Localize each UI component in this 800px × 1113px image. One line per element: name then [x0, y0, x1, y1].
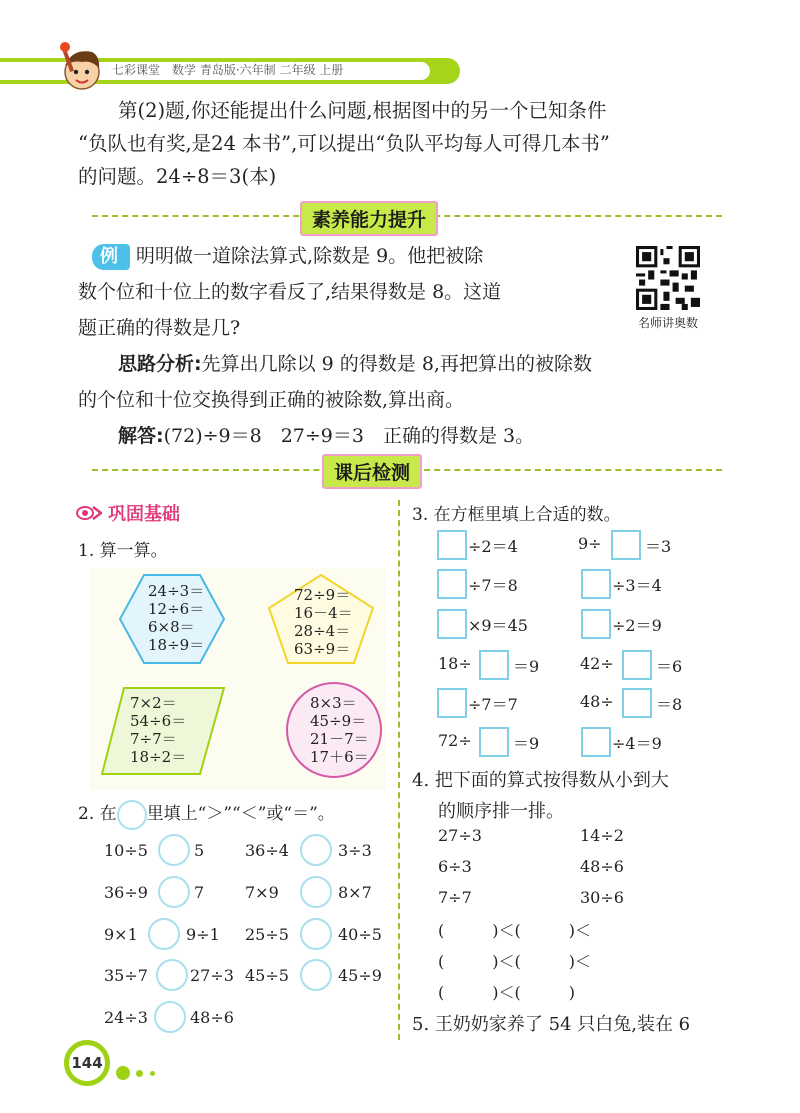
compare-right: 8×7 — [338, 883, 372, 902]
analysis-text: 先算出几除以 9 的得数是 8,再把算出的被除数 — [201, 353, 592, 375]
order-item: 48÷6 — [580, 857, 624, 876]
compare-left: 45÷5 — [245, 966, 289, 985]
question-2-title — [78, 799, 335, 830]
expr: 24÷3＝ — [148, 582, 205, 600]
example-cont — [78, 274, 638, 346]
analysis-label: 思路分析: — [118, 353, 202, 375]
fill-text: ＝3 — [645, 537, 672, 556]
fill-box-input[interactable] — [479, 650, 509, 680]
expr: 28÷4＝ — [294, 622, 351, 640]
order-blank-row[interactable]: ( )＜( )＜ — [438, 921, 591, 940]
question-3-title: 3. 在方框里填上合适的数。 — [412, 505, 621, 525]
expr: 18÷2＝ — [130, 748, 187, 766]
fill-text: ÷7＝7 — [468, 695, 518, 714]
fill-text: ÷3＝4 — [612, 576, 662, 595]
question-4-title-cont: 的顺序排一排。 — [438, 801, 564, 822]
expr: 12÷6＝ — [148, 600, 205, 618]
fill-box-input[interactable] — [581, 609, 611, 639]
compare-circle-input[interactable] — [156, 959, 188, 991]
eye-arrow-icon — [76, 504, 102, 522]
expr: 54÷6＝ — [130, 712, 187, 730]
section-title: 素养能力提升 — [300, 201, 438, 236]
compare-circle-input[interactable] — [158, 834, 190, 866]
compare-left: 7×9 — [245, 883, 279, 902]
mascot-icon — [52, 38, 110, 96]
expr: 18÷9＝ — [148, 636, 205, 654]
fill-box-input[interactable] — [622, 650, 652, 680]
fill-box-input[interactable] — [437, 569, 467, 599]
compare-right: 45÷9 — [338, 966, 382, 985]
fill-box-input[interactable] — [611, 530, 641, 560]
fill-text: ÷2＝9 — [612, 616, 662, 635]
pentagon-exprs — [294, 586, 353, 658]
compare-circle-input[interactable] — [300, 876, 332, 908]
compare-right: 3÷3 — [338, 841, 372, 860]
fill-text: 42÷ — [580, 654, 614, 673]
compare-right: 9÷1 — [186, 925, 220, 944]
fill-text: 9÷ — [578, 534, 602, 553]
fill-text: ＝9 — [513, 734, 540, 753]
fill-text: ＝6 — [656, 657, 683, 676]
expr: 7×2＝ — [130, 694, 177, 712]
expr: 63÷9＝ — [294, 640, 351, 658]
decor-dot — [150, 1071, 155, 1076]
compare-circle-input[interactable] — [300, 959, 332, 991]
expr: 16－4＝ — [294, 604, 353, 622]
fill-text: ＝9 — [513, 657, 540, 676]
compare-circle-input[interactable] — [300, 918, 332, 950]
decor-dot — [136, 1070, 143, 1077]
parallelogram-exprs — [130, 694, 186, 766]
fill-text: ÷2＝4 — [468, 537, 518, 556]
order-item: 30÷6 — [580, 888, 624, 907]
expr: 8×3＝ — [310, 694, 357, 712]
compare-left: 25÷5 — [245, 925, 289, 944]
analysis-text: 的个位和十位交换得到正确的被除数,算出商。 — [78, 389, 465, 411]
compare-right: 40÷5 — [338, 925, 382, 944]
hexagon-exprs — [148, 582, 204, 654]
answer-text: (72)÷9＝8 27÷9＝3 正确的得数是 3。 — [163, 425, 535, 447]
compare-right: 27÷3 — [190, 966, 234, 985]
order-item: 14÷2 — [580, 826, 624, 845]
example-text: 题正确的得数是几? — [78, 317, 241, 339]
compare-left: 9×1 — [104, 925, 138, 944]
compare-left: 24÷3 — [104, 1008, 148, 1027]
subsection-title: 巩固基础 — [108, 504, 180, 525]
compare-circle-input[interactable] — [300, 834, 332, 866]
compare-right: 5 — [194, 841, 205, 860]
compare-right: 48÷6 — [190, 1008, 234, 1027]
compare-right: 7 — [194, 883, 205, 902]
question-1-title: 1. 算一算。 — [78, 541, 168, 561]
analysis-block — [78, 346, 728, 454]
fill-text: ÷7＝8 — [468, 576, 518, 595]
expr: 72÷9＝ — [294, 586, 351, 604]
page-number: 144 — [64, 1040, 110, 1086]
intro-line: 第(2)题,你还能提出什么问题,根据图中的另一个已知条件 — [118, 99, 607, 122]
expr: 7÷7＝ — [130, 730, 177, 748]
order-item: 6÷3 — [438, 857, 472, 876]
fill-text: 72÷ — [438, 731, 472, 750]
fill-text: 48÷ — [580, 692, 614, 711]
header-title: 七彩课堂 数学 青岛版·六年制 二年级 上册 — [112, 63, 344, 77]
fill-box-input[interactable] — [581, 727, 611, 757]
circle-blank-example — [117, 800, 147, 830]
qr-caption: 名师讲奥数 — [637, 316, 698, 330]
expr: 6×8＝ — [148, 618, 195, 636]
expr: 45÷9＝ — [310, 712, 367, 730]
qr-code-icon — [636, 246, 700, 310]
compare-left: 36÷4 — [245, 841, 289, 860]
order-blank-row[interactable]: ( )＜( ) — [438, 983, 575, 1002]
intro-line: “负队也有奖,是24 本书”,可以提出“负队平均每人可得几本书” — [78, 132, 610, 155]
example-text: 明明做一道除法算式,除数是 9。他把被除 — [136, 245, 484, 267]
fill-text: ÷4＝9 — [612, 734, 662, 753]
fill-text: 18÷ — [438, 654, 472, 673]
decor-dot — [116, 1066, 130, 1080]
fill-box-input[interactable] — [581, 569, 611, 599]
fill-box-input[interactable] — [437, 609, 467, 639]
fill-box-input[interactable] — [479, 727, 509, 757]
example-block — [92, 238, 632, 274]
fill-text: ＝8 — [656, 695, 683, 714]
question-5-title: 5. 王奶奶家养了 54 只白兔,装在 6 — [412, 1014, 691, 1035]
intro-line: 的问题。24÷8＝3(本) — [78, 165, 277, 188]
expr: 21－7＝ — [310, 730, 369, 748]
compare-left: 10÷5 — [104, 841, 148, 860]
compare-circle-input[interactable] — [158, 876, 190, 908]
example-text: 数个位和十位上的数字看反了,结果得数是 8。这道 — [78, 281, 502, 303]
fill-box-input[interactable] — [437, 530, 467, 560]
column-divider — [398, 500, 400, 1040]
compare-left: 36÷9 — [104, 883, 148, 902]
q2-prefix: 2. 在 — [78, 804, 117, 824]
question-4-title: 4. 把下面的算式按得数从小到大 — [412, 770, 669, 791]
example-tag: 例 — [92, 244, 130, 270]
order-item: 27÷3 — [438, 826, 482, 845]
answer-label: 解答: — [118, 425, 164, 447]
q2-suffix: 里填上“＞”“＜”或“＝”。 — [146, 804, 335, 824]
order-item: 7÷7 — [438, 888, 472, 907]
fill-box-input[interactable] — [622, 688, 652, 718]
compare-left: 35÷7 — [104, 966, 148, 985]
fill-text: ×9＝45 — [468, 616, 528, 635]
compare-circle-input[interactable] — [154, 1001, 186, 1033]
order-blank-row[interactable]: ( )＜( )＜ — [438, 952, 591, 971]
fill-box-input[interactable] — [437, 688, 467, 718]
intro-text — [78, 94, 728, 193]
section-title: 课后检测 — [322, 454, 422, 489]
compare-circle-input[interactable] — [148, 918, 180, 950]
expr: 17＋6＝ — [310, 748, 369, 766]
circle-exprs — [310, 694, 369, 766]
